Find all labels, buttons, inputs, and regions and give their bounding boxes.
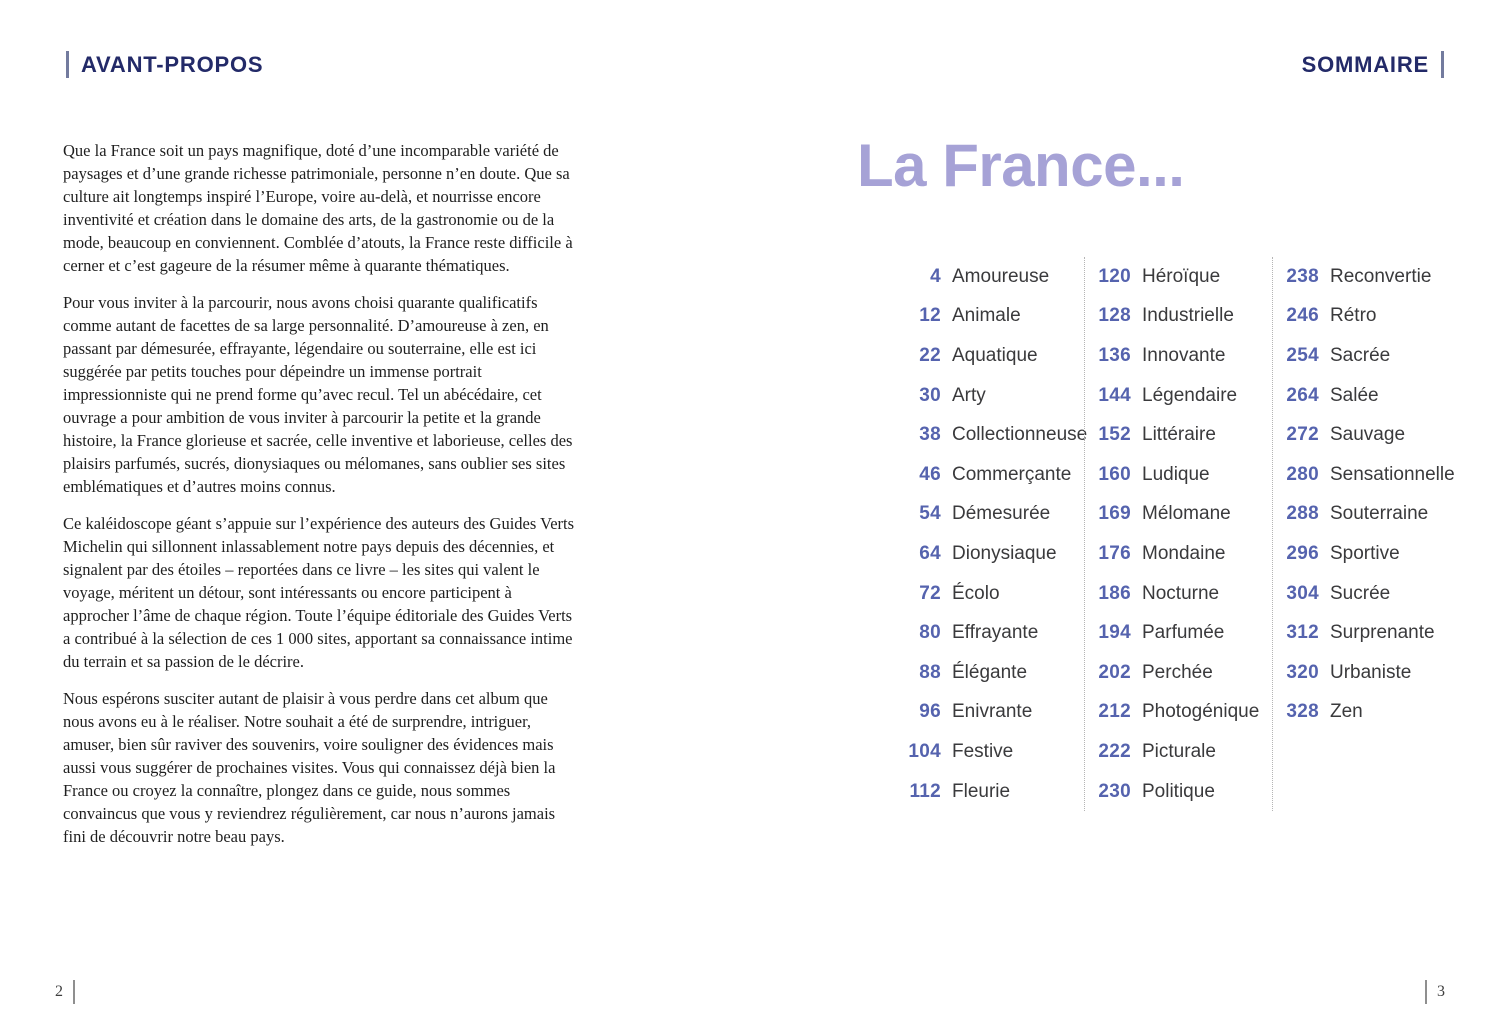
toc-entry xyxy=(895,297,1084,337)
foreword-paragraph: Nous espérons susciter autant de plaisir à vous perdre dans cet album que nous avons eu à le réaliser. Notre souhait a été de surprendre, intriguer, amuser, bien sûr raviver des souvenirs, voire souligner des évidences mais aussi vous suggérer de prochaines visites. Vous qui connaissez déjà bien la France ou croyez la connaître, plongez dans ce guide, nous sommes convaincus que vous y reviendrez régulièrement, car nous n’aurons jamais fini de découvrir notre beau pays. xyxy=(63,689,556,846)
foreword-paragraph: Pour vous inviter à la parcourir, nous avons choisi quarante qualificatifs comme autant de facettes de sa large personnalité. D’amoureuse à zen, en passant par démesurée, effrayante, légendaire ou souterraine, elle est ici suggérée par petits touches pour dépeindre un immense portrait impressionniste qui ne prend forme qu’avec recul. Tel un abécédaire, cet ouvrage a pour ambition de vous inviter à parcourir la petite et la grande histoire, la France glorieuse et sacrée, celle inventive et laborieuse, celles des plaisirs parfumés, sucrés, dionysiaques ou mélomanes, sans oublier ses sites emblématiques et d’autres moins connus. xyxy=(63,293,573,496)
foreword-text xyxy=(63,139,579,862)
toc-entry-label: Picturale xyxy=(1142,740,1216,762)
toc-entry xyxy=(1273,653,1460,693)
toc-entry-label: Parfumée xyxy=(1142,622,1225,644)
toc-entry-page-number: 54 xyxy=(919,503,941,525)
toc-entry-page-number: 88 xyxy=(919,661,941,683)
left-page-folio xyxy=(55,980,75,1004)
toc-entry-page-number: 222 xyxy=(1098,740,1131,762)
toc-entry-label: Reconvertie xyxy=(1330,265,1432,287)
header-rule-bar xyxy=(66,51,69,78)
toc-entry-page-number: 230 xyxy=(1098,780,1131,802)
toc-entry-page-number: 4 xyxy=(930,265,941,287)
toc-entry-label: Rétro xyxy=(1330,305,1377,327)
toc-entry-label: Sucrée xyxy=(1330,582,1391,604)
toc-entry xyxy=(1273,257,1460,297)
toc-entry-label: Littéraire xyxy=(1142,424,1216,446)
toc-entry-page-number: 296 xyxy=(1286,542,1319,564)
toc-entry xyxy=(1085,376,1272,416)
toc-entry-label: Sensationnelle xyxy=(1330,463,1455,485)
toc-entry xyxy=(895,693,1084,733)
toc-entry-label: Effrayante xyxy=(952,622,1039,644)
toc-entry xyxy=(895,336,1084,376)
toc-entry-page-number: 320 xyxy=(1286,661,1319,683)
toc-entry xyxy=(895,534,1084,574)
toc-entry-label: Politique xyxy=(1142,780,1215,802)
toc-column-1 xyxy=(895,257,1088,811)
toc-entry xyxy=(1085,772,1272,812)
toc-entry-page-number: 22 xyxy=(919,344,941,366)
toc-entry-label: Démesurée xyxy=(952,503,1051,525)
toc-entry-label: Élégante xyxy=(952,661,1028,683)
toc-entry xyxy=(1085,653,1272,693)
toc-entry-label: Amoureuse xyxy=(952,265,1050,287)
toc-entry-page-number: 238 xyxy=(1286,265,1319,287)
toc-entry-page-number: 46 xyxy=(919,463,941,485)
toc-entry-page-number: 152 xyxy=(1098,424,1131,446)
toc-entry-page-number: 304 xyxy=(1286,582,1319,604)
right-running-head xyxy=(1302,51,1444,78)
toc-entry-page-number: 328 xyxy=(1286,701,1319,723)
toc-entry-label: Souterraine xyxy=(1330,503,1429,525)
toc-entry xyxy=(1085,534,1272,574)
toc-entry-page-number: 312 xyxy=(1286,622,1319,644)
toc-entry-page-number: 64 xyxy=(919,542,941,564)
toc-entry-label: Animale xyxy=(952,305,1021,327)
toc-entry-label: Ludique xyxy=(1142,463,1210,485)
toc-entry xyxy=(1273,376,1460,416)
toc-entry xyxy=(895,415,1088,455)
foreword-paragraph: Que la France soit un pays magnifique, doté d’une incomparable variété de paysages et d’une grande richesse patrimoniale, personne n’en doute. Que sa culture ait longtemps inspiré l’Europe, voire au-delà, et nourrisse encore inventivité et création dans le domaine des arts, de la gastronomie ou de la mode, beaucoup en conviennent. Comblée d’atouts, la France reste difficile à cerner et c’est gageure de la résumer même à quarante thématiques. xyxy=(63,141,573,275)
toc-entry xyxy=(895,772,1084,812)
toc-entry xyxy=(895,495,1084,535)
toc-entry xyxy=(895,613,1084,653)
toc-entry-page-number: 254 xyxy=(1286,344,1319,366)
toc-entry-label: Fleurie xyxy=(952,780,1011,802)
toc-entry xyxy=(1273,534,1460,574)
toc-entry-label: Innovante xyxy=(1142,344,1226,366)
folio-rule-bar xyxy=(73,980,75,1004)
toc-entry xyxy=(895,732,1084,772)
toc-entry xyxy=(1085,257,1272,297)
toc-entry-label: Aquatique xyxy=(952,344,1038,366)
toc-entry xyxy=(1273,297,1460,337)
toc-entry-page-number: 12 xyxy=(919,305,941,327)
toc-entry-page-number: 30 xyxy=(919,384,941,406)
toc-entry xyxy=(1273,336,1460,376)
toc-entry-page-number: 264 xyxy=(1286,384,1319,406)
toc-entry-page-number: 288 xyxy=(1286,503,1319,525)
toc-entry-page-number: 144 xyxy=(1098,384,1131,406)
toc-entry-label: Commerçante xyxy=(952,463,1072,485)
toc-column-2 xyxy=(1084,257,1272,811)
toc-entry-label: Sauvage xyxy=(1330,424,1406,446)
toc-entry-label: Collectionneuse xyxy=(952,424,1088,446)
toc-entry-page-number: 136 xyxy=(1098,344,1131,366)
toc-entry-page-number: 80 xyxy=(919,622,941,644)
toc-entry xyxy=(1085,613,1272,653)
toc-entry-page-number: 120 xyxy=(1098,265,1131,287)
toc-entry xyxy=(895,574,1084,614)
toc-column-3 xyxy=(1272,257,1460,811)
toc-entry-label: Industrielle xyxy=(1142,305,1234,327)
toc-entry xyxy=(1085,732,1272,772)
toc-entry-label: Nocturne xyxy=(1142,582,1220,604)
toc-entry-label: Mélomane xyxy=(1142,503,1231,525)
toc-entry xyxy=(895,455,1084,495)
toc-entry-label: Enivrante xyxy=(952,701,1033,723)
toc-entry-label: Photogénique xyxy=(1142,701,1260,723)
foreword-paragraph: Ce kaléidoscope géant s’appuie sur l’expérience des auteurs des Guides Verts Michelin qui sillonnent inlassablement notre pays depuis des décennies, et signalent par des étoiles – reportées dans ce livre – les sites qui valent le voyage, méritent un détour, sont intéressants ou encore participent à approcher l’âme de chaque région. Toute l’équipe éditoriale des Guides Verts a contribué à la sélection de ces 1 000 sites, apportant sa connaissance intime du terrain et sa passion de le décrire. xyxy=(63,514,575,671)
toc-entry xyxy=(1085,574,1272,614)
toc-entry-label: Sportive xyxy=(1330,542,1400,564)
toc-entry-label: Zen xyxy=(1330,701,1363,723)
toc-entry-page-number: 212 xyxy=(1098,701,1131,723)
toc-entry xyxy=(895,376,1084,416)
toc-entry-page-number: 104 xyxy=(908,740,941,762)
toc-header: SOMMAIRE xyxy=(1301,51,1429,77)
toc-title: La France... xyxy=(857,132,1185,199)
toc-entry xyxy=(1085,455,1272,495)
toc-entry-page-number: 280 xyxy=(1286,463,1319,485)
toc-entry-label: Salée xyxy=(1330,384,1379,406)
toc-entry-page-number: 186 xyxy=(1098,582,1131,604)
toc-entry xyxy=(1273,415,1460,455)
left-page-number: 2 xyxy=(55,983,63,1000)
toc-entry-label: Arty xyxy=(952,384,986,406)
toc-entry-page-number: 96 xyxy=(919,701,941,723)
toc-entry-page-number: 272 xyxy=(1286,424,1319,446)
toc-entry xyxy=(1273,574,1460,614)
toc-entry-page-number: 128 xyxy=(1098,305,1131,327)
toc-entry xyxy=(1273,455,1460,495)
toc-entry xyxy=(1273,693,1460,733)
toc-entry-label: Perchée xyxy=(1142,661,1213,683)
toc-entry-page-number: 169 xyxy=(1098,503,1131,525)
folio-rule-bar xyxy=(1425,980,1427,1004)
toc-entry-label: Festive xyxy=(952,740,1014,762)
toc-entry-label: Dionysiaque xyxy=(952,542,1057,564)
toc-entry-page-number: 202 xyxy=(1098,661,1131,683)
toc-entry xyxy=(1273,613,1460,653)
toc-entry xyxy=(1085,415,1272,455)
left-running-head xyxy=(66,51,263,78)
toc-entry-page-number: 38 xyxy=(919,424,941,446)
toc-entry-page-number: 72 xyxy=(919,582,941,604)
toc-entry xyxy=(1085,336,1272,376)
toc-entry xyxy=(1085,297,1272,337)
header-rule-bar xyxy=(1441,51,1444,78)
toc-entry-label: Légendaire xyxy=(1142,384,1238,406)
toc-entry-label: Sacrée xyxy=(1330,344,1391,366)
foreword-header: AVANT-PROPOS xyxy=(81,51,264,77)
toc-entry-label: Héroïque xyxy=(1142,265,1221,287)
toc-entry xyxy=(1085,693,1272,733)
toc-entry xyxy=(1085,495,1272,535)
toc-entry-page-number: 194 xyxy=(1098,622,1131,644)
toc-entry-label: Mondaine xyxy=(1142,542,1226,564)
toc-entry-page-number: 160 xyxy=(1098,463,1131,485)
right-page-folio xyxy=(1425,980,1445,1004)
right-page-number: 3 xyxy=(1437,983,1445,1000)
toc-entry xyxy=(895,257,1084,297)
toc-entry-page-number: 112 xyxy=(909,780,941,802)
toc-entry-page-number: 246 xyxy=(1286,305,1319,327)
toc-entry-label: Surprenante xyxy=(1330,622,1435,644)
toc-entry xyxy=(1273,495,1460,535)
toc-entry-page-number: 176 xyxy=(1098,542,1131,564)
toc-entry-label: Écolo xyxy=(952,582,1000,604)
toc-columns xyxy=(895,257,1460,811)
toc-entry-label: Urbaniste xyxy=(1330,661,1412,683)
toc-entry xyxy=(895,653,1084,693)
